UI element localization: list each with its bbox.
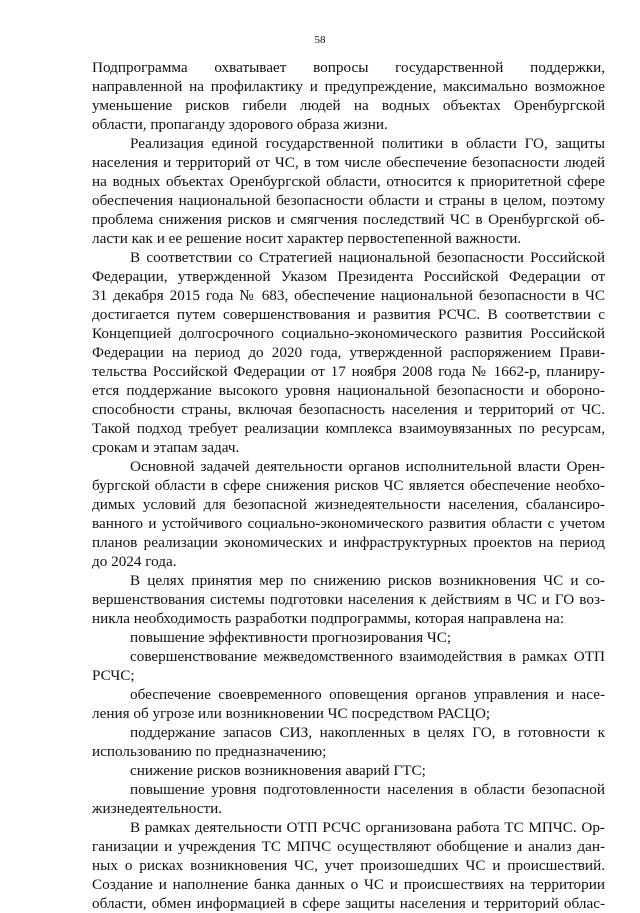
text-line: проблема снижения рисков и смягчения последствий ЧС в Оренбургской об- bbox=[92, 211, 605, 228]
list-item-text: обеспечение своевременного оповещения органов управления и насе- bbox=[130, 686, 605, 703]
text-line: Такой подход требует реализации комплекса взаимоувязанных по ресурсам, bbox=[92, 420, 605, 437]
text-line: ванного и устойчивого социально-экономического развития области с учетом bbox=[92, 515, 605, 532]
text-line: срокам и этапам задач. bbox=[92, 439, 240, 456]
text-line: ных о рисках возникновения ЧС, учет произошедших ЧС и происшествий. bbox=[92, 857, 605, 874]
text-line: Федерации, утвержденной Указом Президента Российской Федерации от bbox=[92, 268, 605, 285]
text-line: ласти как и ее решение носит характер первостепенной важности. bbox=[92, 230, 522, 247]
text-line: ганизации и учреждения ТС МПЧС осуществляют обобщение и анализ дан- bbox=[92, 838, 605, 855]
text-line: тельства Российской Федерации от 17 ноября 2008 года № 1662-р, планиру- bbox=[92, 363, 605, 380]
text-line: Основной задачей деятельности органов исполнительной власти Орен- bbox=[130, 458, 605, 475]
text-line: никла необходимость разработки подпрограммы, которая направлена на: bbox=[92, 610, 565, 627]
text-line: уменьшение рисков гибели людей на водных объектах Оренбургской bbox=[92, 97, 605, 114]
text-line: области, обмен информацией в сфере защиты населения и территорий облас- bbox=[92, 895, 605, 912]
list-item-text: повышение уровня подготовленности населения в области безопасной bbox=[130, 781, 605, 798]
text-line: достигается путем совершенствования и развития РСЧС. В соответствии с bbox=[92, 306, 605, 323]
text-line: Концепцией долгосрочного социально-экономического развития Российской bbox=[92, 325, 605, 342]
text-line: ется поддержание высокого уровня национальной безопасности и обороно- bbox=[92, 382, 605, 399]
list-item-text: снижение рисков возникновения аварий ГТС; bbox=[130, 762, 426, 779]
text-line: обеспечения национальной безопасности области и страны в целом, поэтому bbox=[92, 192, 605, 209]
text-line: Подпрограмма охватывает вопросы государственной поддержки, bbox=[92, 59, 605, 76]
text-line: димых условий для безопасной жизнедеятельности населения, сбалансиро- bbox=[92, 496, 605, 513]
text-line: 31 декабря 2015 года № 683, обеспечение национальной безопасности в ЧС bbox=[92, 287, 605, 304]
text-line: населения и территорий от ЧС, в том числе обеспечение безопасности людей bbox=[92, 154, 605, 171]
list-item-text: поддержание запасов СИЗ, накопленных в целях ГО, в готовности к bbox=[130, 724, 605, 741]
text-line: вершенствования системы подготовки населения к действиям в ЧС и ГО воз- bbox=[92, 591, 605, 608]
list-item-text: РСЧС; bbox=[92, 667, 135, 684]
text-line: до 2024 года. bbox=[92, 553, 177, 570]
text-line: Федерации на период до 2020 года, утвержденной распоряжением Прави- bbox=[92, 344, 605, 361]
list-item-text: использованию по предназначению; bbox=[92, 743, 327, 760]
text-line: планов реализации экономических и инфраструктурных проектов на период bbox=[92, 534, 605, 551]
text-line: бургской области в сфере снижения рисков ЧС является обеспечение необхо- bbox=[92, 477, 605, 494]
text-line: на водных объектах Оренбургской области, относится к приоритетной сфере bbox=[92, 173, 605, 190]
text-line: В рамках деятельности ОТП РСЧС организована работа ТС МПЧС. Ор- bbox=[130, 819, 605, 836]
list-item-text: совершенствование межведомственного взаимодействия в рамках ОТП bbox=[130, 648, 605, 665]
text-line: способности страны, включая безопасность населения и территорий от ЧС. bbox=[92, 401, 605, 418]
text-line: направленной на профилактику и предупреждение, максимально возможное bbox=[92, 78, 605, 95]
text-line: В целях принятия мер по снижению рисков возникновения ЧС и со- bbox=[130, 572, 605, 589]
text-line: В соответствии со Стратегией национальной безопасности Российской bbox=[130, 249, 605, 266]
list-item-text: ления об угрозе или возникновении ЧС посредством РАСЦО; bbox=[92, 705, 491, 722]
list-item-text: повышение эффективности прогнозирования ЧС; bbox=[130, 629, 452, 646]
page-number: 58 bbox=[314, 34, 326, 46]
list-item-text: жизнедеятельности. bbox=[92, 800, 223, 817]
text-line: Создание и наполнение банка данных о ЧС и происшествиях на территории bbox=[92, 876, 605, 893]
text-line: Реализация единой государственной политики в области ГО, защиты bbox=[130, 135, 605, 152]
text-line: области, пропаганду здорового образа жизни. bbox=[92, 116, 388, 133]
